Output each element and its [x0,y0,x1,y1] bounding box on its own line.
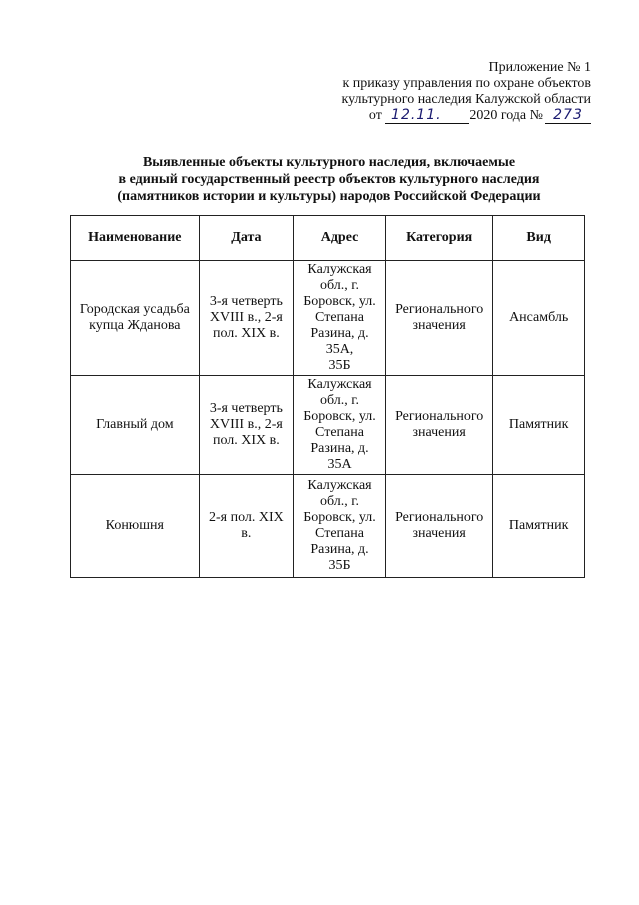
address-line: Калужская [307,377,372,392]
order-year-text: 2020 года № [469,108,543,123]
table-row [71,475,585,578]
appendix-order-line: к приказу управления по охране объектов [342,76,591,91]
table-header-row [71,216,585,261]
address-line: Калужская [307,262,372,277]
order-date-number-line [369,108,591,124]
cell-name: Главный дом [71,376,200,475]
address-line: Разина, д. [310,441,369,456]
handwritten-order-number: 273 [545,108,591,124]
title-line-3: (памятников истории и культуры) народов Российской Федерации [117,189,541,204]
cell-address [294,261,386,376]
document-title [70,154,588,205]
title-line-1: Выявленные объекты культурного наследия, включаемые [142,155,516,170]
address-line: обл., г. [320,278,359,293]
address-line: Боровск, ул. [303,294,376,309]
address-line: Разина, д. [310,542,369,557]
cell-address [294,475,386,578]
address-line: Калужская [307,478,372,493]
table-row [71,376,585,475]
appendix-authority-line: культурного наследия Калужской области [341,92,591,107]
cell-kind: Ансамбль [493,261,585,376]
cell-address [294,376,386,475]
cell-category: Регионального значения [385,475,492,578]
cell-category: Регионального значения [385,261,492,376]
heritage-objects-table [70,215,585,578]
address-line: обл., г. [320,393,359,408]
cell-name: Конюшня [71,475,200,578]
address-line: Боровск, ул. [303,409,376,424]
handwritten-date: 12.11. [385,108,447,124]
table-row [71,261,585,376]
header-kind: Вид [493,216,585,261]
appendix-block [342,60,591,124]
address-line: Степана [315,310,364,325]
cell-date: 3-я четверть XVIII в., 2-я пол. XIX в. [199,376,293,475]
order-date-prefix: от [368,108,382,123]
address-line: Степана [315,425,364,440]
appendix-title: Приложение № 1 [488,60,591,75]
cell-date: 2-я пол. XIX в. [199,475,293,578]
cell-kind: Памятник [493,376,585,475]
address-line: обл., г. [320,494,359,509]
header-date: Дата [199,216,293,261]
address-line: Боровск, ул. [303,510,376,525]
cell-name: Городская усадьба купца Жданова [71,261,200,376]
header-address: Адрес [294,216,386,261]
address-line: 35А [327,457,352,472]
header-name: Наименование [71,216,200,261]
address-line: 35Б [328,358,351,373]
address-line: 35Б [328,558,351,573]
address-line: Степана [315,526,364,541]
date-underline [447,108,469,124]
cell-category: Регионального значения [385,376,492,475]
address-line: Разина, д. [310,326,369,341]
address-line: 35А, [325,342,354,357]
cell-kind: Памятник [493,475,585,578]
cell-date: 3-я четверть XVIII в., 2-я пол. XIX в. [199,261,293,376]
title-line-2: в единый государственный реестр объектов культурного наследия [118,172,540,187]
header-category: Категория [385,216,492,261]
